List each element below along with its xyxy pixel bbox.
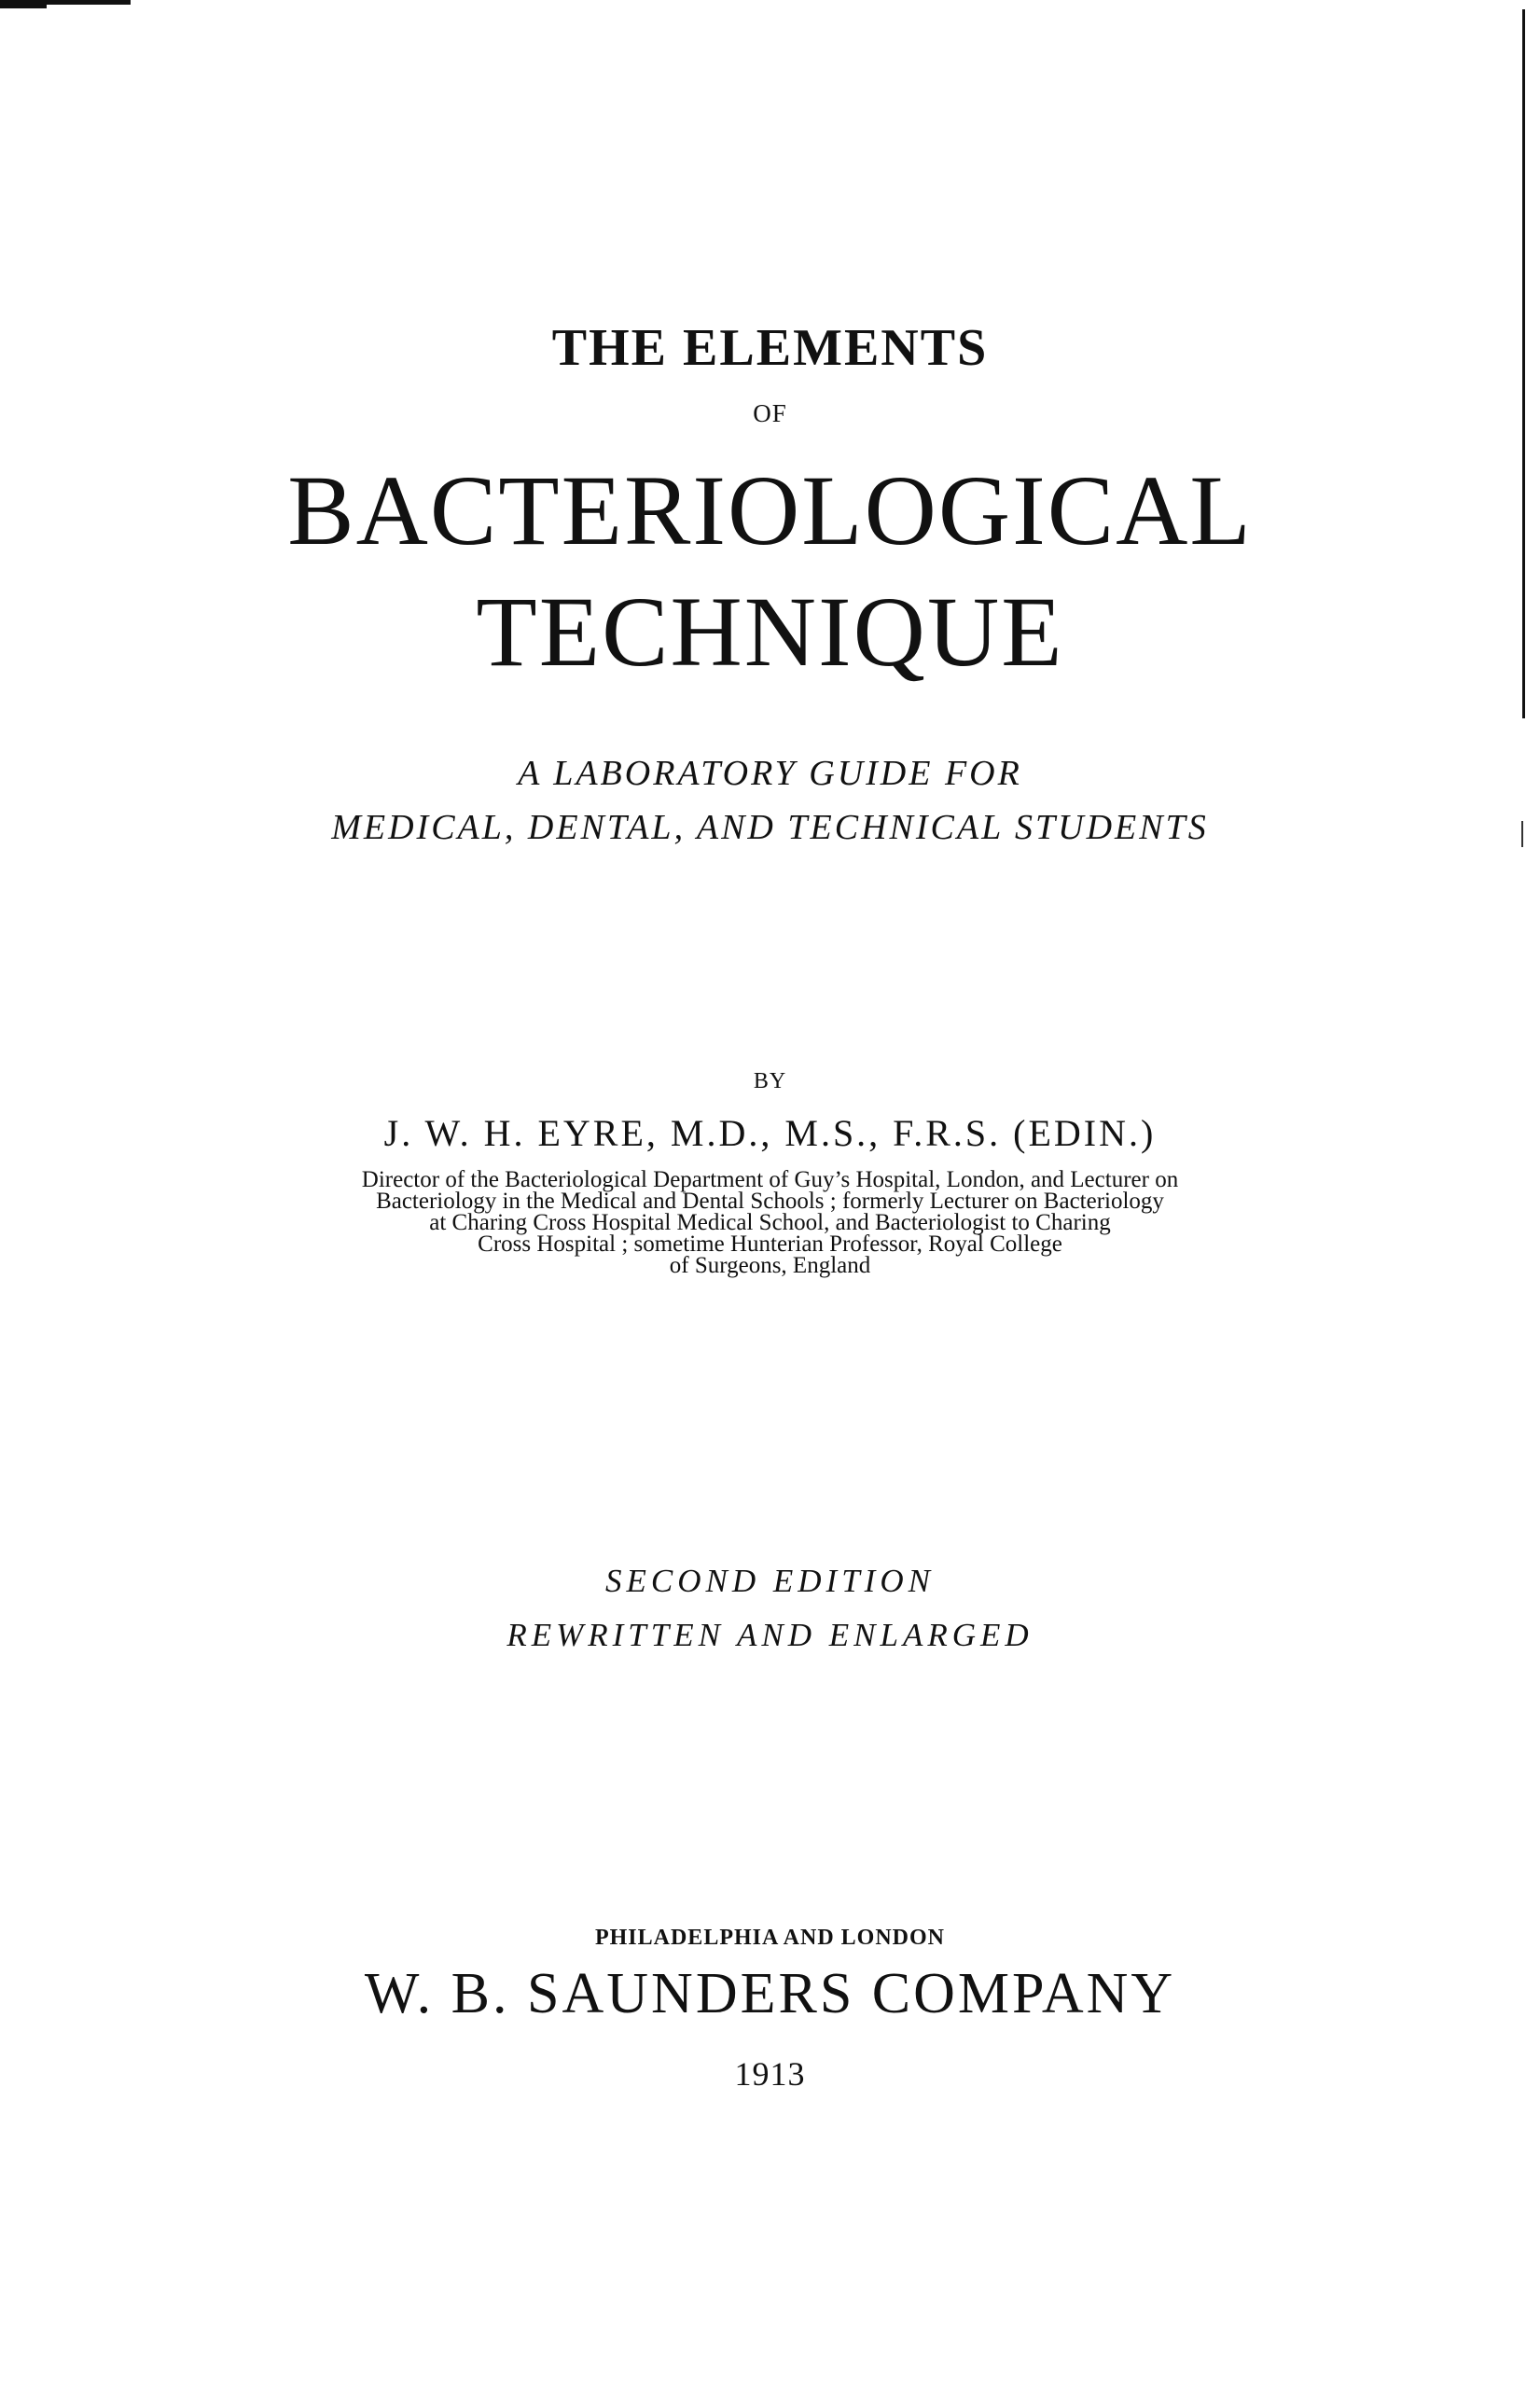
publisher-name: W. B. SAUNDERS COMPANY [364, 1962, 1176, 2025]
edition-note: REWRITTEN AND ENLARGED [506, 1617, 1034, 1653]
scan-edge-mark [0, 0, 47, 8]
credentials-line: Cross Hospital ; sometime Hunterian Professor, Royal College [478, 1231, 1062, 1257]
title-line-2: BACTERIOLOGICAL [287, 456, 1253, 566]
publication-place: PHILADELPHIA AND LONDON [594, 1926, 946, 1950]
title-line-3: TECHNIQUE [476, 577, 1064, 688]
by-label: BY [753, 1069, 787, 1093]
author-credentials [0, 1169, 1540, 1276]
credentials-line: of Surgeons, England [669, 1253, 871, 1278]
title-line-1: THE ELEMENTS [551, 319, 989, 377]
credentials-line: Director of the Bacteriological Department of Guy’s Hospital, London, and Lecturer on [361, 1167, 1179, 1192]
credentials-line: at Charing Cross Hospital Medical School, and Bacteriologist to Charing [429, 1210, 1111, 1235]
subtitle-line-2: MEDICAL, DENTAL, AND TECHNICAL STUDENTS [331, 808, 1209, 847]
publication-year: 1913 [734, 2055, 806, 2093]
credentials-line: Bacteriology in the Medical and Dental Schools ; formerly Lecturer on Bacteriology [376, 1189, 1164, 1214]
title-of: OF [753, 399, 787, 427]
edition: SECOND EDITION [605, 1563, 935, 1599]
author-name: J. W. H. EYRE, M.D., M.S., F.R.S. (EDIN.) [383, 1112, 1157, 1154]
subtitle-line-1: A LABORATORY GUIDE FOR [518, 754, 1022, 793]
